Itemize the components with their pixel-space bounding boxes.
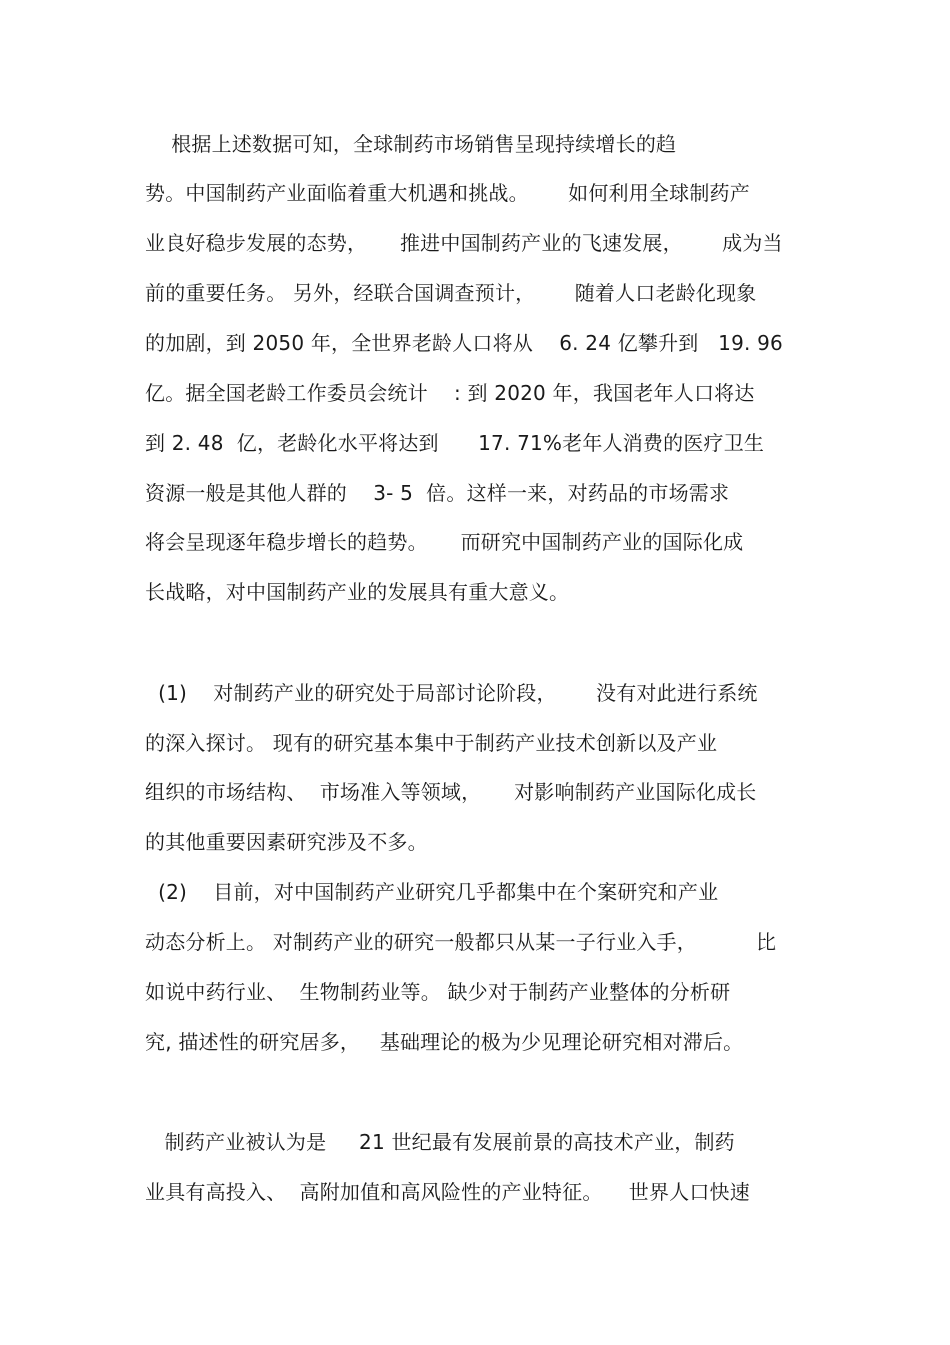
text-line: 将会呈现逐年稳步增长的趋势。 而研究中国制药产业的国际化成: [145, 530, 744, 554]
text-line: 动态分析上。 对制药产业的研究一般都只从某一子行业入手， 比: [145, 930, 777, 954]
text-line: 长战略，对中国制药产业的发展具有重大意义。: [145, 580, 570, 604]
text-line: 势。中国制药产业面临着重大机遇和挑战。 如何利用全球制药产: [145, 181, 750, 205]
text-line: 的其他重要因素研究涉及不多。: [145, 830, 428, 854]
text-line: 亿。据全国老龄工作委员会统计 : 到 2020 年，我国老年人口将达: [145, 381, 755, 405]
text-line: 究, 描述性的研究居多， 基础理论的极为少见理论研究相对滞后。: [145, 1030, 744, 1054]
text-line: 组织的市场结构、 市场准入等领域， 对影响制药产业国际化成长: [145, 780, 757, 804]
text-line: 如说中药行业、 生物制药业等。 缺少对于制药产业整体的分析研: [145, 980, 731, 1004]
text-line: 到 2. 48 亿，老龄化水平将达到 17. 71%老年人消费的医疗卫生: [145, 431, 765, 455]
text-line: (1) 对制药产业的研究处于局部讨论阶段， 没有对此进行系统: [145, 681, 758, 705]
text-line: 资源一般是其他人群的 3- 5 倍。这样一来，对药品的市场需求: [145, 481, 730, 505]
text-line: 前的重要任务。 另外，经联合国调查预计， 随着人口老龄化现象: [145, 281, 757, 305]
text-line: 根据上述数据可知，全球制药市场销售呈现持续增长的趋: [145, 132, 677, 156]
text-line: 制药产业被认为是 21 世纪最有发展前景的高技术产业，制药: [145, 1130, 735, 1154]
text-line: 的深入探讨。 现有的研究基本集中于制药产业技术创新以及产业: [145, 731, 718, 755]
text-line: 业具有高投入、 高附加值和高风险性的产业特征。 世界人口快速: [145, 1180, 750, 1204]
text-line: (2) 目前，对中国制药产业研究几乎都集中在个案研究和产业: [145, 880, 719, 904]
text-line: 的加剧，到 2050 年，全世界老龄人口将从 6. 24 亿攀升到 19. 96: [145, 331, 783, 355]
text-line: 业良好稳步发展的态势， 推进中国制药产业的飞速发展， 成为当: [145, 231, 783, 255]
